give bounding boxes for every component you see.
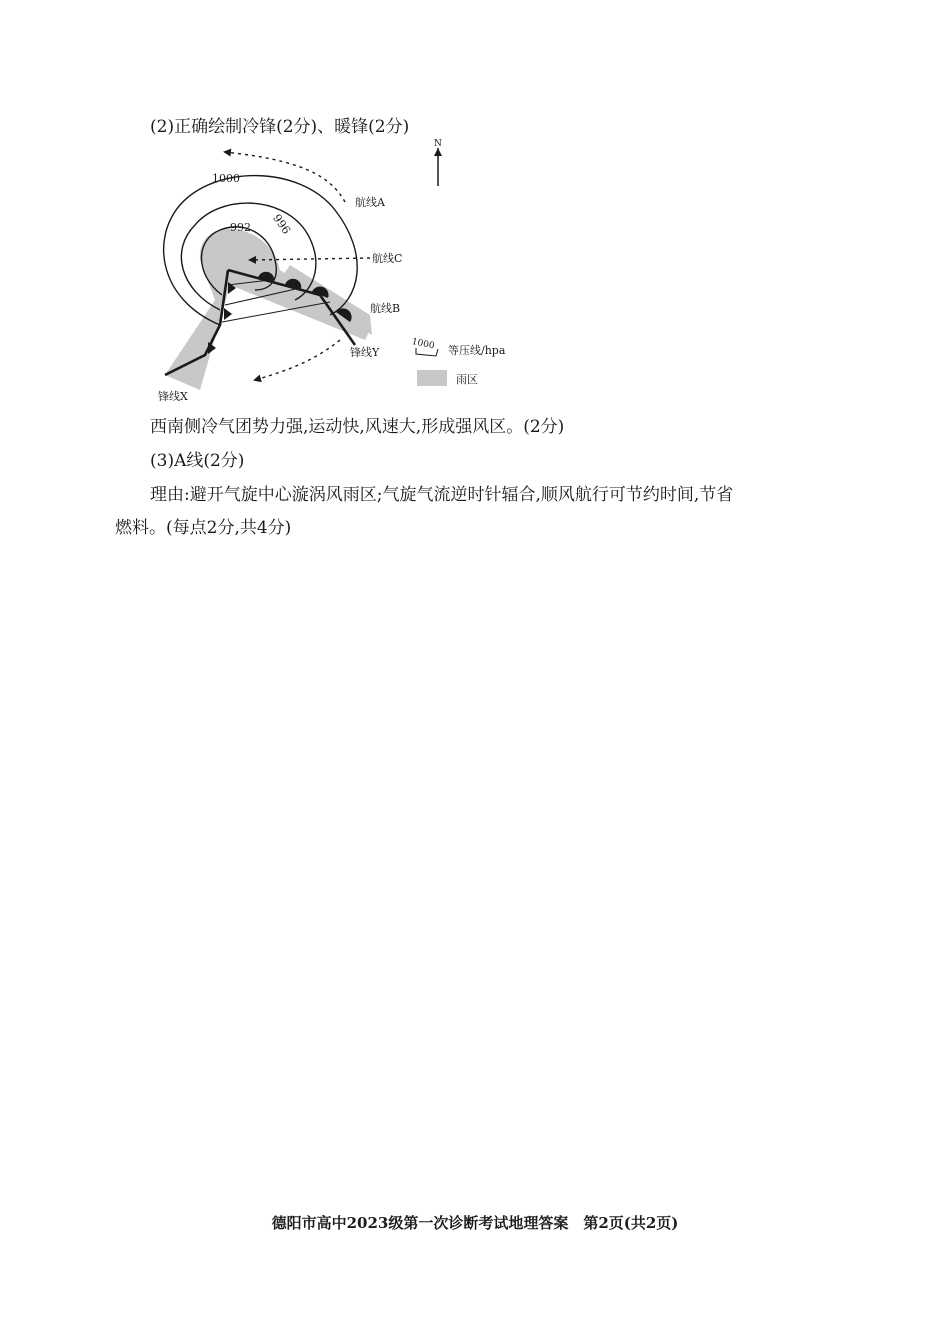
q3-reason-line2: 燃料。(每点2分,共4分) bbox=[115, 518, 292, 538]
route-b-line bbox=[255, 340, 340, 380]
q2-explanation: 西南侧冷气团势力强,运动快,风速大,形成强风区。(2分) bbox=[150, 417, 565, 437]
front-y-label: 锋线Y bbox=[350, 346, 380, 359]
q3-heading: (3)A线(2分) bbox=[150, 451, 245, 471]
north-label: N bbox=[434, 139, 442, 149]
cyclone-front-diagram bbox=[140, 130, 540, 410]
legend-rain-swatch bbox=[417, 370, 447, 386]
legend-rain-label: 雨区 bbox=[456, 373, 478, 386]
route-c-label: 航线C bbox=[372, 252, 403, 265]
cold-front-triangle bbox=[224, 308, 232, 320]
isobar-992-label: 992 bbox=[230, 221, 251, 234]
isobar-996-label: 996 bbox=[270, 211, 293, 237]
front-x-label: 锋线X bbox=[158, 390, 188, 403]
q3-reason-line1: 理由:避开气旋中心漩涡风雨区;气旋气流逆时针辐合,顺风航行可节约时间,节省 bbox=[150, 485, 734, 505]
legend-isobar-sample: 1000 bbox=[410, 336, 436, 352]
route-a-line bbox=[225, 152, 345, 202]
isobar-1000-label: 1000 bbox=[212, 172, 240, 185]
legend bbox=[411, 337, 506, 386]
page-footer: 德阳市高中2023级第一次诊断考试地理答案 第2页(共2页) bbox=[271, 1214, 679, 1232]
route-a-label: 航线A bbox=[355, 196, 385, 209]
q2-heading: (2)正确绘制冷锋(2分)、暖锋(2分) bbox=[150, 117, 410, 137]
route-b-label: 航线B bbox=[370, 302, 401, 315]
legend-isobar-label: 等压线/hpa bbox=[448, 344, 506, 357]
north-arrow-icon bbox=[434, 148, 442, 186]
